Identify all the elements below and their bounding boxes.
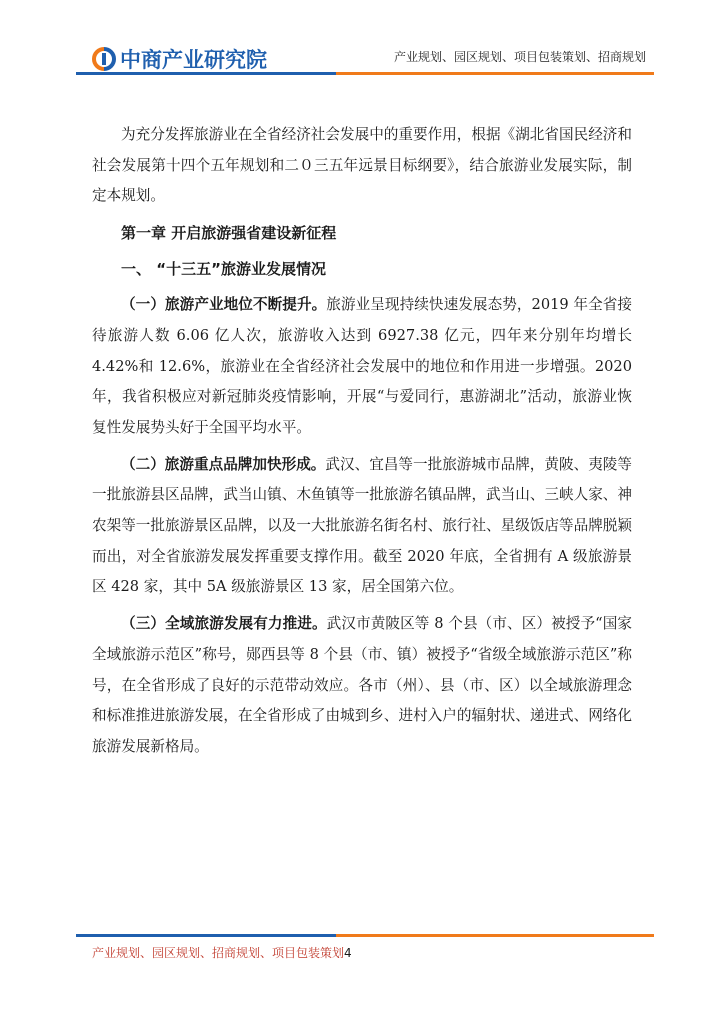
item-lead-1: （一）旅游产业地位不断提升。 (121, 296, 327, 314)
header-rule (76, 72, 336, 75)
item-lead-3: （三）全域旅游发展有力推进。 (121, 615, 327, 633)
item-lead-2: （二）旅游重点品牌加快形成。 (121, 455, 326, 473)
logo-text: 中商产业研究院 (120, 48, 267, 72)
page-footer (92, 944, 352, 961)
item-text-3: 武汉市黄陂区等 8 个县（市、区）被授予“国家全域旅游示范区”称号，郧西县等 8 个县（市、镇）被授予“省级全域旅游示范区”称号，在全省形成了良好的示范带动效应。各市（州）、县（市、区）以全域旅游理念和标准推进旅游发展，在全省形成了由城到乡、进村入户的辐射状、递进式、网络化旅游发展新格局。 (92, 615, 632, 755)
item-text-2: 武汉、宜昌等一批旅游城市品牌，黄陂、夷陵等一批旅游县区品牌，武当山镇、木鱼镇等一批旅游名镇品牌，武当山、三峡人家、神农架等一批旅游景区品牌，以及一大批旅游名街名村、旅行社、星级饭店等品牌脱颖而出，对全省旅游发展发挥重要支撑作用。截至 2020 年底，全省拥有 A 级旅游景区 428 家，其中 5A 级旅游景区 13 家，居全国第六位。 (92, 455, 632, 596)
intro-paragraph: 为充分发挥旅游业在全省经济社会发展中的重要作用，根据《湖北省国民经济和社会发展第十四个五年规划和二０三五年远景目标纲要》，结合旅游业发展实际，制定本规划。 (92, 126, 632, 205)
item-paragraph-2 (92, 450, 632, 604)
footer-text: 产业规划、园区规划、招商规划、项目包装策划 (92, 946, 345, 960)
page-number: 4 (344, 946, 352, 960)
section-title: 一、 “十三五”旅游业发展情况 (121, 260, 326, 279)
document-body (92, 120, 632, 769)
header-tagline: 产业规划、园区规划、项目包装策划、招商规划 (393, 50, 646, 64)
item-paragraph-1 (92, 290, 632, 444)
brand-logo (92, 44, 267, 74)
footer-rule (76, 934, 336, 937)
footer-rule-accent (336, 934, 654, 937)
item-paragraph-3 (92, 609, 632, 763)
chapter-title: 第一章 开启旅游强省建设新征程 (121, 224, 337, 243)
item-text-1: 旅游业呈现持续快速发展态势，2019 年全省接待旅游人数 6.06 亿人次，旅游收入达到 6927.38 亿元，四年来分别年均增长 4.42%和 12.6%，旅游业在全省经济社会发展中的地位和作用进一步增强。2020 年，我省积极应对新冠肺炎疫情影响，开展“与爱同行，惠游湖北”活动，旅游业恢复性发展势头好于全国平均水平。 (92, 296, 632, 436)
logo-icon (92, 47, 116, 71)
page-header (0, 0, 724, 80)
header-rule-accent (336, 72, 654, 75)
